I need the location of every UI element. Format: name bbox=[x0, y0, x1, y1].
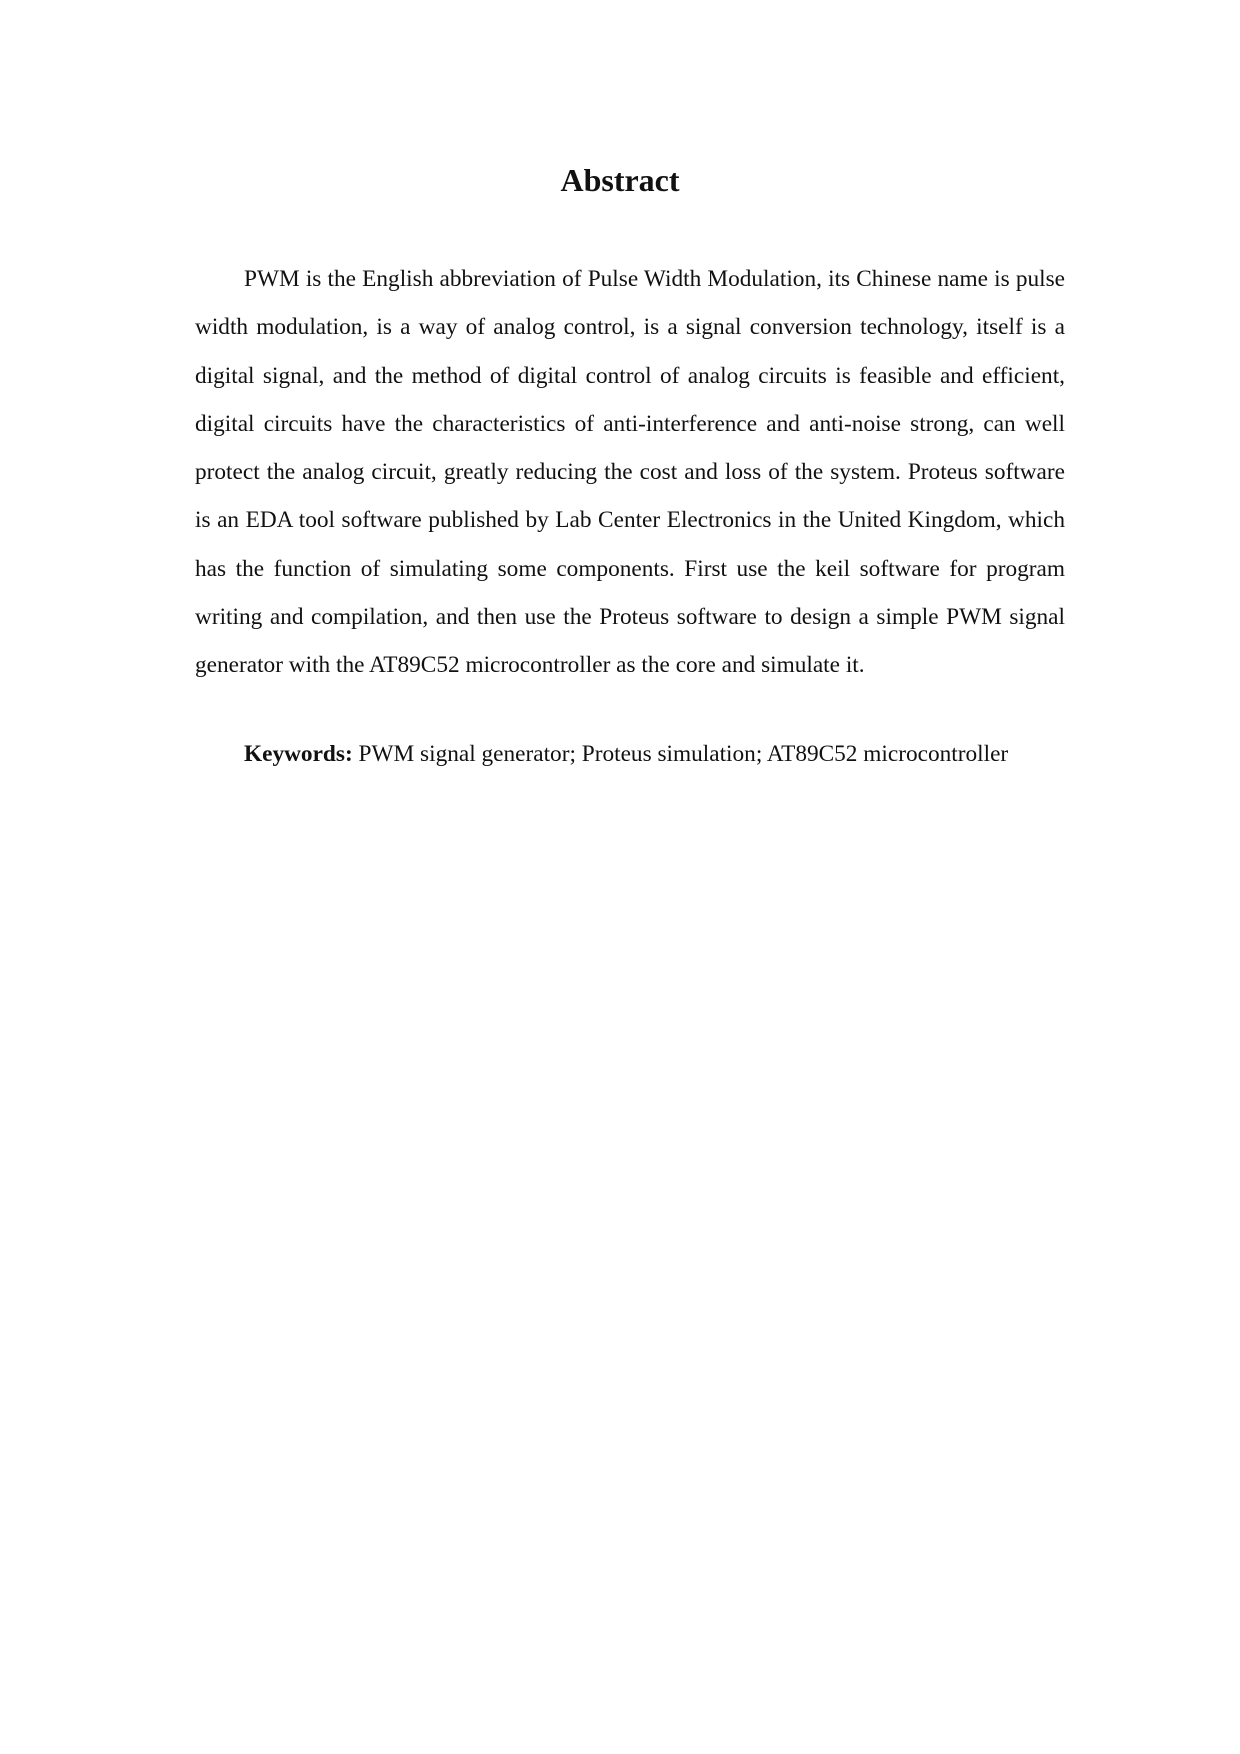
page-title: Abstract bbox=[560, 162, 680, 198]
keywords-text: PWM signal generator; Proteus simulation; AT89C52 microcontroller bbox=[352, 741, 1009, 767]
abstract-paragraph: PWM is the English abbreviation of Pulse Width Modulation, its Chinese name is pulse width modulation, is a way of analog control, is a signal conversion technology, itself is a digital signal, and the method of digital control of analog circuits is feasible and efficient, digital circuits have the characteristics of anti-interference and anti-noise strong, can well protect the analog circuit, greatly reducing the cost and loss of the system. Proteus software is an EDA tool software published by Lab Center Electronics in the United Kingdom, which has the function of simulating some components. First use the keil software for program writing and compilation, and then use the Proteus software to design a simple PWM signal generator with the AT89C52 microcontroller as the core and simulate it. bbox=[195, 266, 1065, 679]
keywords-line bbox=[195, 738, 1065, 770]
keywords-label: Keywords: bbox=[244, 741, 353, 767]
